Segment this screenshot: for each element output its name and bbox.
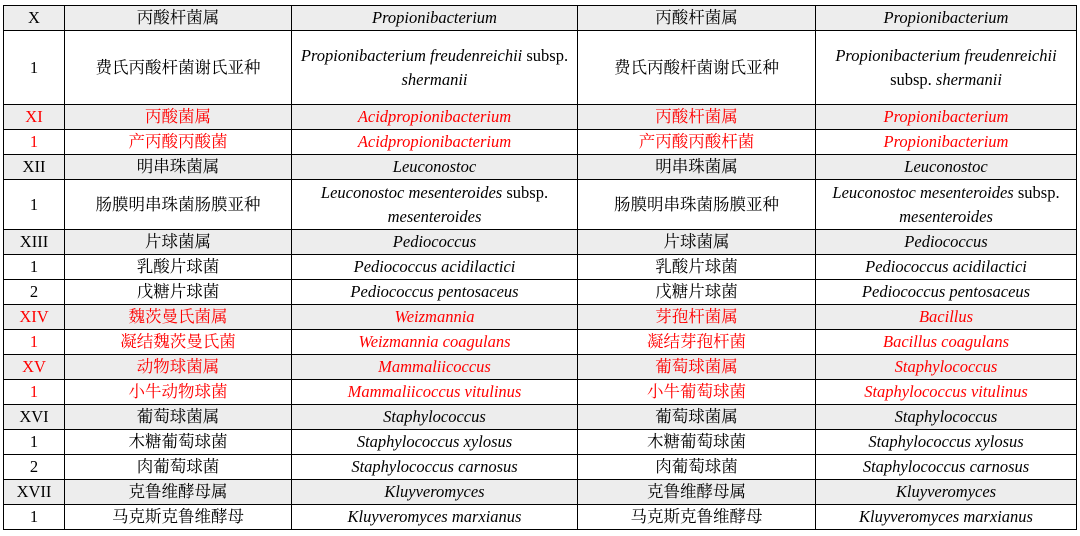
species-row [4, 31, 1077, 105]
row-number: 1 [4, 180, 65, 230]
latin-name-old [292, 305, 578, 330]
latin-name-new [816, 330, 1077, 355]
latin-name-new [816, 130, 1077, 155]
latin-name-new [816, 280, 1077, 305]
chinese-name-new: 肉葡萄球菌 [578, 455, 816, 480]
latin-name-new [816, 105, 1077, 130]
row-number: 1 [4, 505, 65, 530]
latin-name-part: Leuconostoc mesenteroides [832, 182, 1014, 202]
chinese-name-old: 产丙酸丙酸菌 [65, 130, 292, 155]
latin-name-old [292, 6, 578, 31]
chinese-name-new: 片球菌属 [578, 230, 816, 255]
genus-row [4, 6, 1077, 31]
latin-name-old [292, 155, 578, 180]
latin-name-part: Kluyveromyces marxianus [859, 507, 1033, 526]
latin-name-part: shermanii [935, 69, 1002, 89]
latin-name-part: Propionibacterium [372, 8, 497, 27]
latin-name-part: Staphylococcus carnosus [862, 457, 1030, 476]
row-number: 1 [4, 255, 65, 280]
latin-name-new [816, 230, 1077, 255]
species-row [4, 255, 1077, 280]
latin-name-part: Pediococcus [392, 232, 477, 251]
latin-name-new [816, 455, 1077, 480]
latin-name-new [816, 255, 1077, 280]
latin-name-part: Mammaliicoccus [378, 357, 491, 376]
chinese-name-old: 丙酸菌属 [65, 105, 292, 130]
row-number: XIII [4, 230, 65, 255]
row-number: 1 [4, 430, 65, 455]
subsp-label: subsp. [502, 182, 549, 202]
species-row [4, 505, 1077, 530]
latin-name-part: Propionibacterium [883, 107, 1009, 126]
latin-name-part: Leuconostoc mesenteroides [320, 182, 503, 202]
latin-name-part: Staphylococcus [894, 357, 998, 376]
latin-name-part: Weizmannia coagulans [358, 332, 511, 351]
chinese-name-new: 产丙酸丙酸杆菌 [578, 130, 816, 155]
row-number: 1 [4, 380, 65, 405]
latin-name-part: mesenteroides [899, 206, 993, 226]
chinese-name-new: 葡萄球菌属 [578, 355, 816, 380]
subsp-label: subsp. [522, 45, 569, 65]
latin-name-new [816, 31, 1077, 105]
subsp-label: subsp. [890, 69, 936, 89]
latin-name-part: Mammaliicoccus vitulinus [347, 382, 522, 401]
row-number: XVII [4, 480, 65, 505]
latin-name-new [816, 155, 1077, 180]
chinese-name-old: 凝结魏茨曼氏菌 [65, 330, 292, 355]
row-number: XI [4, 105, 65, 130]
latin-name-old [292, 455, 578, 480]
chinese-name-new: 小牛葡萄球菌 [578, 380, 816, 405]
taxonomy-table [3, 5, 1077, 530]
chinese-name-old: 动物球菌属 [65, 355, 292, 380]
chinese-name-old: 小牛动物球菌 [65, 380, 292, 405]
latin-name-old [292, 105, 578, 130]
latin-name-part: Staphylococcus carnosus [351, 457, 518, 476]
latin-name-new [816, 505, 1077, 530]
latin-name-part: Propionibacterium freudenreichii [300, 45, 523, 65]
row-number: X [4, 6, 65, 31]
genus-row [4, 155, 1077, 180]
latin-name-part: Leuconostoc [904, 157, 988, 176]
latin-name-old [292, 180, 578, 230]
chinese-name-new: 费氏丙酸杆菌谢氏亚种 [578, 31, 816, 105]
latin-name-part: Staphylococcus [894, 407, 998, 426]
latin-name-part: Bacillus coagulans [882, 332, 1010, 351]
latin-name-part: Kluyveromyces [895, 482, 997, 501]
row-number: XV [4, 355, 65, 380]
chinese-name-old: 乳酸片球菌 [65, 255, 292, 280]
latin-name-old [292, 31, 578, 105]
latin-name-old [292, 480, 578, 505]
chinese-name-new: 丙酸杆菌属 [578, 105, 816, 130]
latin-name-part: Propionibacterium [883, 8, 1009, 27]
subsp-label: subsp. [1013, 182, 1060, 202]
chinese-name-old: 克鲁维酵母属 [65, 480, 292, 505]
species-row [4, 430, 1077, 455]
latin-name-part: Weizmannia [394, 307, 475, 326]
latin-name-part: Pediococcus acidilactici [353, 257, 516, 276]
latin-name-part: Pediococcus [904, 232, 988, 251]
latin-name-new [816, 6, 1077, 31]
latin-name-new [816, 405, 1077, 430]
latin-name-old [292, 280, 578, 305]
chinese-name-old: 马克斯克鲁维酵母 [65, 505, 292, 530]
latin-name-old [292, 505, 578, 530]
row-number: 1 [4, 330, 65, 355]
chinese-name-new: 明串珠菌属 [578, 155, 816, 180]
chinese-name-old: 葡萄球菌属 [65, 405, 292, 430]
chinese-name-new: 木糖葡萄球菌 [578, 430, 816, 455]
species-row [4, 330, 1077, 355]
latin-name-part: Staphylococcus xylosus [868, 432, 1024, 451]
taxonomy-table-body [4, 6, 1077, 530]
chinese-name-new: 凝结芽孢杆菌 [578, 330, 816, 355]
latin-name-part: Propionibacterium [883, 132, 1009, 151]
genus-row [4, 480, 1077, 505]
latin-name-new [816, 355, 1077, 380]
latin-name-part: Staphylococcus vitulinus [864, 382, 1028, 401]
species-row [4, 130, 1077, 155]
genus-row [4, 405, 1077, 430]
chinese-name-new: 肠膜明串珠菌肠膜亚种 [578, 180, 816, 230]
latin-name-part: Staphylococcus xylosus [356, 432, 513, 451]
chinese-name-old: 木糖葡萄球菌 [65, 430, 292, 455]
genus-row [4, 105, 1077, 130]
species-row [4, 280, 1077, 305]
chinese-name-new: 乳酸片球菌 [578, 255, 816, 280]
latin-name-part: Pediococcus acidilactici [865, 257, 1027, 276]
chinese-name-old: 费氏丙酸杆菌谢氏亚种 [65, 31, 292, 105]
species-row [4, 455, 1077, 480]
chinese-name-new: 芽孢杆菌属 [578, 305, 816, 330]
genus-row [4, 305, 1077, 330]
latin-name-old [292, 430, 578, 455]
latin-name-old [292, 405, 578, 430]
chinese-name-new: 马克斯克鲁维酵母 [578, 505, 816, 530]
latin-name-old [292, 355, 578, 380]
chinese-name-old: 丙酸杆菌属 [65, 6, 292, 31]
latin-name-part: Pediococcus pentosaceus [861, 282, 1031, 301]
latin-name-old [292, 380, 578, 405]
chinese-name-old: 肠膜明串珠菌肠膜亚种 [65, 180, 292, 230]
species-row [4, 180, 1077, 230]
row-number: 2 [4, 455, 65, 480]
latin-name-new [816, 480, 1077, 505]
row-number: 1 [4, 130, 65, 155]
species-row [4, 380, 1077, 405]
latin-name-part: Propionibacterium freudenreichii [835, 45, 1057, 65]
latin-name-part: Kluyveromyces [384, 482, 485, 501]
chinese-name-new: 克鲁维酵母属 [578, 480, 816, 505]
latin-name-new [816, 305, 1077, 330]
latin-name-part: shermanii [401, 69, 468, 89]
latin-name-part: Leuconostoc [392, 157, 477, 176]
chinese-name-old: 明串珠菌属 [65, 155, 292, 180]
chinese-name-old: 戊糖片球菌 [65, 280, 292, 305]
chinese-name-old: 肉葡萄球菌 [65, 455, 292, 480]
latin-name-part: Acidpropionibacterium [357, 132, 512, 151]
latin-name-old [292, 230, 578, 255]
latin-name-part: mesenteroides [387, 206, 482, 226]
latin-name-new [816, 380, 1077, 405]
latin-name-old [292, 255, 578, 280]
latin-name-part: Kluyveromyces marxianus [347, 507, 522, 526]
row-number: XIV [4, 305, 65, 330]
row-number: XVI [4, 405, 65, 430]
chinese-name-new: 戊糖片球菌 [578, 280, 816, 305]
latin-name-new [816, 180, 1077, 230]
chinese-name-old: 魏茨曼氏菌属 [65, 305, 292, 330]
chinese-name-new: 丙酸杆菌属 [578, 6, 816, 31]
genus-row [4, 230, 1077, 255]
latin-name-new [816, 430, 1077, 455]
latin-name-part: Pediococcus pentosaceus [350, 282, 519, 301]
latin-name-part: Staphylococcus [383, 407, 486, 426]
latin-name-old [292, 130, 578, 155]
row-number: 2 [4, 280, 65, 305]
chinese-name-new: 葡萄球菌属 [578, 405, 816, 430]
latin-name-old [292, 330, 578, 355]
latin-name-part: Bacillus [918, 307, 974, 326]
row-number: XII [4, 155, 65, 180]
latin-name-part: Acidpropionibacterium [357, 107, 512, 126]
genus-row [4, 355, 1077, 380]
chinese-name-old: 片球菌属 [65, 230, 292, 255]
row-number: 1 [4, 31, 65, 105]
